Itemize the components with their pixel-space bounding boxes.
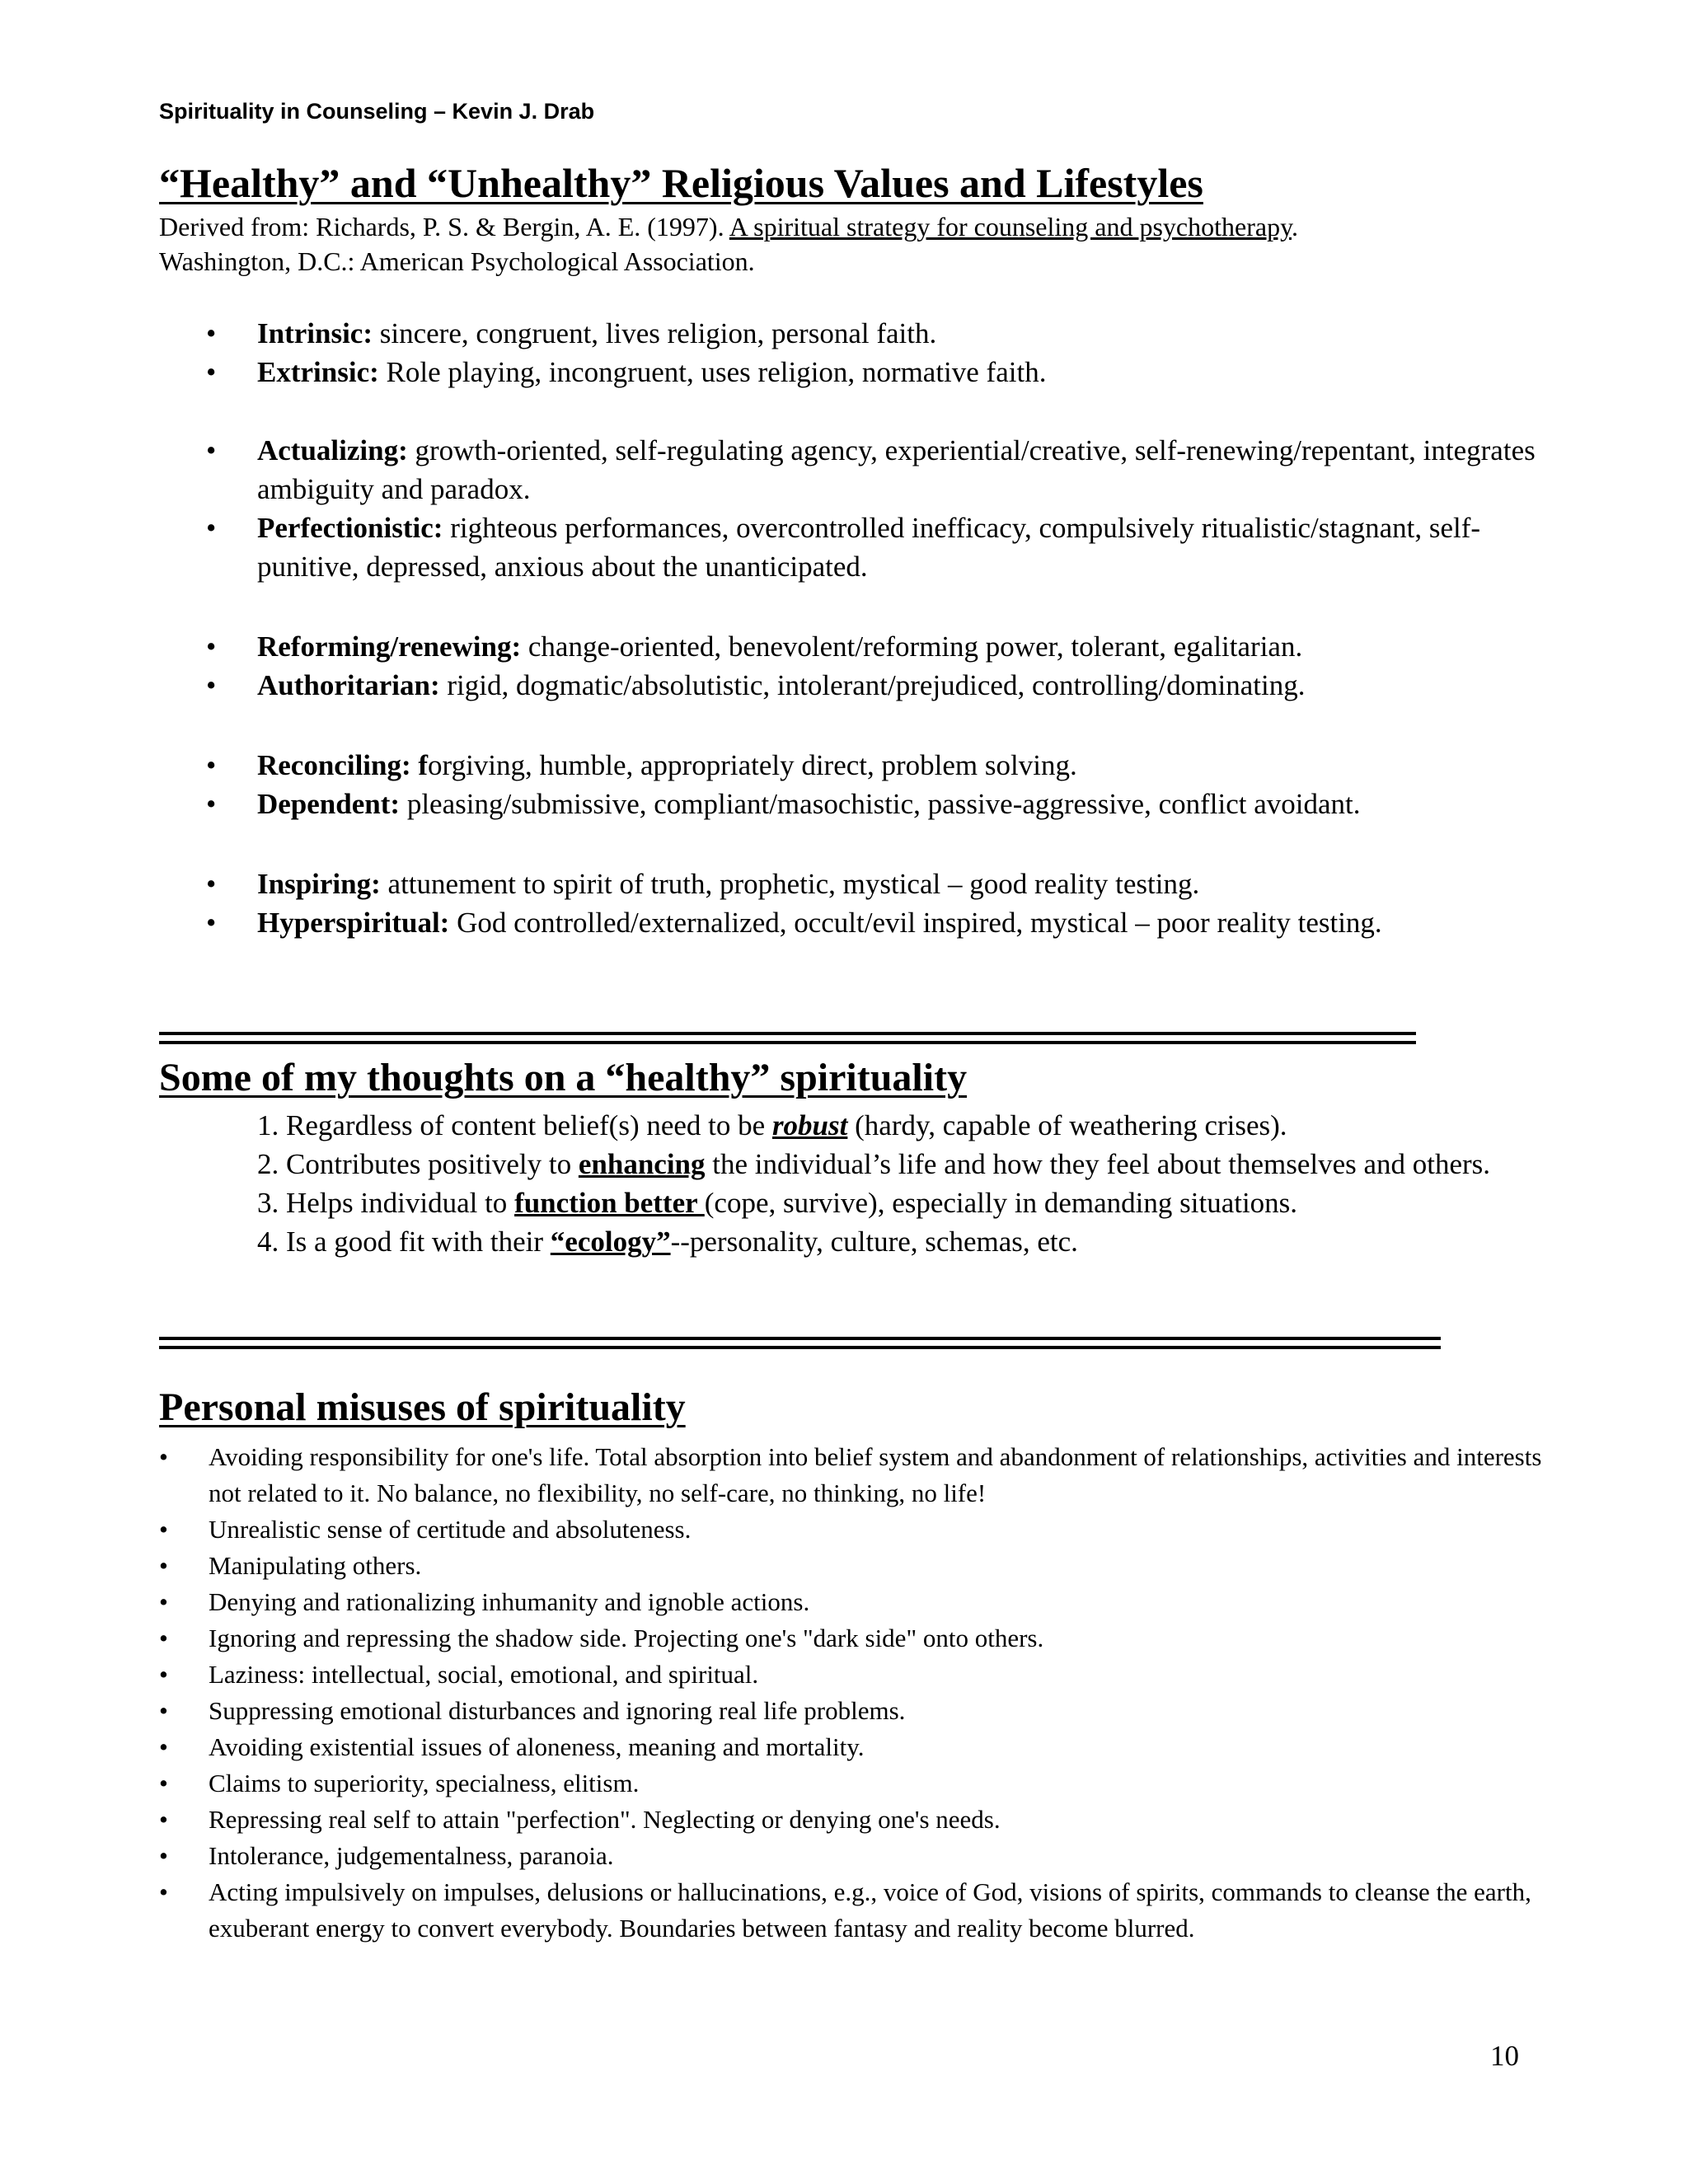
item-text: Claims to superiority, specialness, elitism. bbox=[209, 1769, 640, 1797]
item-text: 1. Regardless of content belief(s) need to be bbox=[257, 1109, 772, 1141]
list-item bbox=[159, 1584, 1577, 1620]
list-item bbox=[159, 1657, 1577, 1693]
page-number: 10 bbox=[1490, 2040, 1519, 2072]
value-item bbox=[206, 314, 1558, 353]
bullet-icon: • bbox=[159, 1515, 168, 1544]
value-term: Perfectionistic: bbox=[257, 512, 443, 544]
value-description: growth-oriented, self-regulating agency, experiential/creative, self-renewing/repentant, integrates ambiguity and paradox. bbox=[257, 434, 1536, 505]
list-item bbox=[257, 1183, 1576, 1222]
bullet-icon: • bbox=[159, 1732, 168, 1761]
value-item bbox=[206, 627, 1558, 666]
item-text: Avoiding responsibility for one's life. Total absorption into belief system and abandonment of relationships, activities and interests not related to it. No balance, no flexibility, no self-care, no thinking, no life! bbox=[209, 1442, 1542, 1507]
bullet-icon: • bbox=[159, 1587, 168, 1616]
bullet-icon: • bbox=[206, 788, 217, 820]
keyword: robust bbox=[771, 1109, 848, 1141]
value-description: attunement to spirit of truth, prophetic, mystical – good reality testing. bbox=[380, 868, 1200, 900]
bullet-icon: • bbox=[159, 1877, 168, 1906]
list-item bbox=[257, 1145, 1576, 1183]
item-text: Avoiding existential issues of aloneness, meaning and mortality. bbox=[209, 1732, 865, 1761]
bullet-icon: • bbox=[206, 317, 217, 349]
value-description: sincere, congruent, lives religion, personal faith. bbox=[373, 317, 937, 349]
item-text: Manipulating others. bbox=[209, 1551, 422, 1580]
bullet-icon: • bbox=[159, 1841, 168, 1870]
keyword: enhancing bbox=[578, 1148, 706, 1180]
item-text: Unrealistic sense of certitude and absoluteness. bbox=[209, 1515, 692, 1544]
values-group-3 bbox=[206, 627, 1558, 705]
value-term: Authoritarian: bbox=[257, 669, 440, 701]
list-item bbox=[159, 1693, 1577, 1729]
citation-prefix: Derived from: Richards, P. S. & Bergin, A. E. (1997). bbox=[159, 212, 729, 241]
value-item bbox=[206, 353, 1558, 391]
bullet-icon: • bbox=[159, 1660, 168, 1689]
values-group-2 bbox=[206, 431, 1558, 586]
citation-publisher: Washington, D.C.: American Psychological Association. bbox=[159, 246, 755, 276]
list-item bbox=[159, 1439, 1577, 1511]
bullet-icon: • bbox=[159, 1624, 168, 1652]
list-item bbox=[159, 1802, 1577, 1838]
item-text: Intolerance, judgementalness, paranoia. bbox=[209, 1841, 614, 1870]
item-text: 2. Contributes positively to bbox=[257, 1148, 579, 1180]
values-group-5 bbox=[206, 865, 1558, 942]
value-description: God controlled/externalized, occult/evil inspired, mystical – poor reality testing. bbox=[449, 907, 1382, 939]
item-text: Denying and rationalizing inhumanity and ignoble actions. bbox=[209, 1587, 810, 1616]
item-text: 3. Helps individual to bbox=[257, 1187, 515, 1219]
running-header: Spirituality in Counseling – Kevin J. Drab bbox=[159, 99, 595, 124]
values-group-1 bbox=[206, 314, 1558, 391]
section-title-values: “Healthy” and “Unhealthy” Religious Values and Lifestyles bbox=[159, 160, 1203, 206]
keyword: “ecology” bbox=[550, 1226, 671, 1258]
list-item bbox=[159, 1874, 1577, 1947]
list-item bbox=[159, 1765, 1577, 1802]
value-item bbox=[206, 746, 1558, 785]
list-item bbox=[159, 1729, 1577, 1765]
value-term: Extrinsic: bbox=[257, 356, 379, 388]
item-text: 4. Is a good fit with their bbox=[257, 1226, 551, 1258]
value-item bbox=[206, 903, 1558, 942]
bullet-icon: • bbox=[206, 868, 217, 900]
healthy-spirituality-list bbox=[257, 1106, 1576, 1261]
bullet-icon: • bbox=[206, 669, 217, 701]
value-term: Intrinsic: bbox=[257, 317, 373, 349]
list-item bbox=[159, 1548, 1577, 1584]
value-description: change-oriented, benevolent/reforming power, tolerant, egalitarian. bbox=[521, 630, 1303, 663]
bullet-icon: • bbox=[159, 1805, 168, 1834]
bullet-icon: • bbox=[206, 512, 217, 544]
item-text: Acting impulsively on impulses, delusions or hallucinations, e.g., voice of God, visions of spirits, commands to cleanse the earth, exuberant energy to convert everybody. Boundaries between fantasy and reality become blurred. bbox=[209, 1877, 1531, 1943]
value-description: Role playing, incongruent, uses religion, normative faith. bbox=[378, 356, 1047, 388]
value-item bbox=[206, 666, 1558, 705]
values-group-4 bbox=[206, 746, 1558, 823]
misuses-list bbox=[159, 1439, 1577, 1947]
section-title-healthy-spirituality: Some of my thoughts on a “healthy” spirituality bbox=[159, 1056, 968, 1099]
value-description: orgiving, humble, appropriately direct, problem solving. bbox=[428, 749, 1077, 781]
citation-book-title: A spiritual strategy for counseling and psychotherapy bbox=[729, 212, 1292, 241]
value-term: Dependent: bbox=[257, 788, 401, 820]
bullet-icon: • bbox=[206, 749, 217, 781]
value-term: Reforming/renewing: bbox=[257, 630, 522, 663]
item-text: Repressing real self to attain "perfection". Neglecting or denying one's needs. bbox=[209, 1805, 1001, 1834]
bullet-icon: • bbox=[159, 1442, 168, 1471]
item-text: (hardy, capable of weathering crises). bbox=[847, 1109, 1287, 1141]
item-text: Ignoring and repressing the shadow side. Projecting one's "dark side" onto others. bbox=[209, 1624, 1044, 1652]
bullet-icon: • bbox=[206, 356, 217, 388]
item-text: Laziness: intellectual, social, emotional, and spiritual. bbox=[209, 1660, 759, 1689]
value-item bbox=[206, 785, 1558, 823]
value-description: righteous performances, overcontrolled inefficacy, compulsively ritualistic/stagnant, self-punitive, depressed, anxious about the unanticipated. bbox=[257, 512, 1481, 583]
section-title-misuses: Personal misuses of spirituality bbox=[159, 1385, 686, 1429]
section-divider bbox=[159, 1337, 1441, 1349]
bullet-icon: • bbox=[159, 1551, 168, 1580]
section-divider bbox=[159, 1032, 1416, 1044]
value-item bbox=[206, 865, 1558, 903]
list-item bbox=[257, 1222, 1576, 1261]
list-item bbox=[257, 1106, 1576, 1145]
list-item bbox=[159, 1620, 1577, 1657]
list-item bbox=[159, 1838, 1577, 1874]
item-text: --personality, culture, schemas, etc. bbox=[670, 1226, 1078, 1258]
list-item bbox=[159, 1511, 1577, 1548]
item-text: the individual’s life and how they feel about themselves and others. bbox=[705, 1148, 1491, 1180]
value-item bbox=[206, 509, 1558, 586]
item-text: (cope, survive), especially in demanding situations. bbox=[704, 1187, 1298, 1219]
value-term: Actualizing: bbox=[257, 434, 408, 466]
bullet-icon: • bbox=[159, 1769, 168, 1797]
value-term: Reconciling: f bbox=[257, 749, 429, 781]
value-description: rigid, dogmatic/absolutistic, intolerant/prejudiced, controlling/dominating. bbox=[439, 669, 1306, 701]
value-term: Hyperspiritual: bbox=[257, 907, 450, 939]
bullet-icon: • bbox=[206, 630, 217, 663]
citation bbox=[159, 209, 1560, 279]
item-text: Suppressing emotional disturbances and ignoring real life problems. bbox=[209, 1696, 906, 1725]
value-description: pleasing/submissive, compliant/masochistic, passive-aggressive, conflict avoidant. bbox=[400, 788, 1361, 820]
value-term: Inspiring: bbox=[257, 868, 381, 900]
bullet-icon: • bbox=[206, 434, 217, 466]
keyword: function better bbox=[514, 1187, 705, 1219]
bullet-icon: • bbox=[159, 1696, 168, 1725]
value-item bbox=[206, 431, 1558, 509]
bullet-icon: • bbox=[206, 907, 217, 939]
citation-suffix: . bbox=[1292, 212, 1298, 241]
